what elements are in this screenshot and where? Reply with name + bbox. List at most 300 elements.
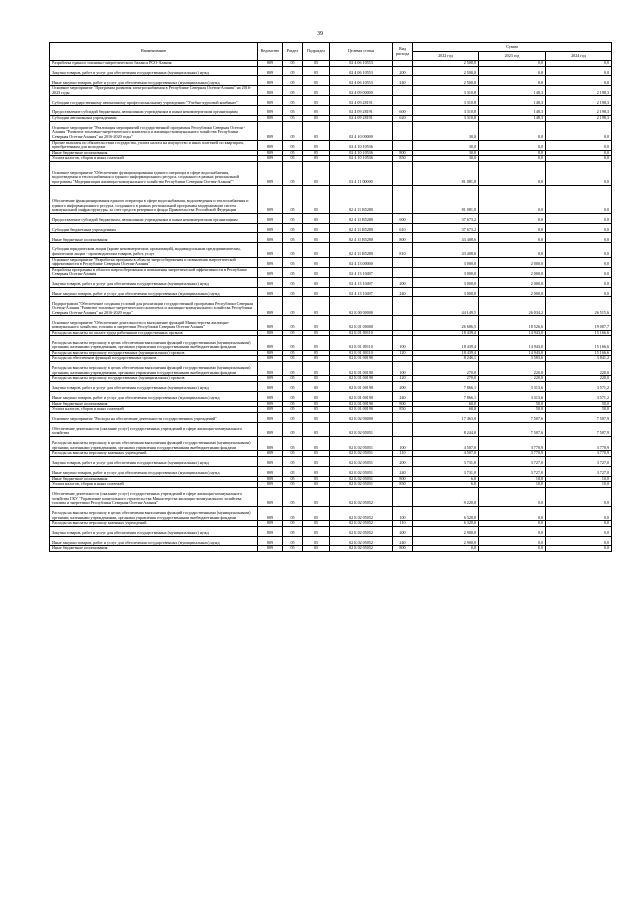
row-podrazdel: 05 xyxy=(303,546,330,552)
row-vid: 240 xyxy=(393,287,413,297)
row-podrazdel: 05 xyxy=(303,277,330,287)
header-year-2024: 2024 год xyxy=(546,52,612,61)
row-sum-2023: 7 507,6 xyxy=(479,422,546,436)
row-podrazdel: 05 xyxy=(303,233,330,243)
row-sum-2023: 0,0 xyxy=(479,66,546,76)
row-ved: 809 xyxy=(258,233,283,243)
row-podrazdel: 05 xyxy=(303,391,330,401)
row-ved: 809 xyxy=(258,451,283,457)
row-ved: 809 xyxy=(258,330,283,336)
row-razdel: 05 xyxy=(283,86,303,96)
table-row xyxy=(50,213,612,223)
row-sum-2022: 3 310,8 xyxy=(413,115,479,121)
row-sum-2023: 2 000,0 xyxy=(479,257,546,267)
row-name: Иные закупки товаров, работ и услуг для обеспечения государственных (муниципальных) нужд xyxy=(50,391,258,401)
row-sum-2022: 2 900,0 xyxy=(413,526,479,536)
row-target: 02 4 11 R5280 xyxy=(330,223,393,233)
table-row xyxy=(50,267,612,277)
row-ved: 809 xyxy=(258,482,283,488)
table-row xyxy=(50,76,612,86)
row-sum-2024: 15 166,6 xyxy=(546,330,612,336)
row-razdel: 05 xyxy=(283,476,303,482)
row-sum-2023: 10,0 xyxy=(479,476,546,482)
row-vid: 240 xyxy=(393,466,413,476)
row-name: Закупка товаров, работ и услуг для обеспечения государственных (муниципальных) нужд xyxy=(50,277,258,287)
row-sum-2022: 81 081,8 xyxy=(413,185,479,213)
row-target: 02 4 11 00000 xyxy=(330,161,393,185)
row-razdel: 05 xyxy=(283,382,303,392)
row-ved: 809 xyxy=(258,297,283,316)
row-sum-2022: 3 310,8 xyxy=(413,86,479,96)
row-podrazdel: 05 xyxy=(303,267,330,277)
row-sum-2024: 0,0 xyxy=(546,213,612,223)
row-sum-2024: 0,0 xyxy=(546,277,612,287)
row-ved: 809 xyxy=(258,185,283,213)
row-razdel: 05 xyxy=(283,336,303,350)
table-row xyxy=(50,233,612,243)
row-sum-2022: 18 439,4 xyxy=(413,330,479,336)
row-podrazdel: 05 xyxy=(303,521,330,527)
row-ved: 809 xyxy=(258,115,283,121)
row-vid xyxy=(393,487,413,506)
row-target: 02 4 09 00000 xyxy=(330,86,393,96)
row-sum-2024: 3 770,9 xyxy=(546,436,612,450)
row-sum-2022: 18 439,4 xyxy=(413,336,479,350)
row-ved: 809 xyxy=(258,150,283,156)
row-sum-2024: 0,0 xyxy=(546,76,612,86)
row-target: 02 Б 02 05051 xyxy=(330,482,393,488)
row-name: Основное мероприятие "Обеспечение функционирования единого оператора в сфере водоснабжения, водоотведения и теплоснабжения и единого информационного ресурса, созданного в рамках региональной программы "Модернизация жилищно-коммунального хозяйства Республики Северная Осетия-Алания"" xyxy=(50,161,258,185)
row-sum-2024: 0,0 xyxy=(546,61,612,67)
table-row xyxy=(50,436,612,450)
row-vid: 200 xyxy=(393,277,413,287)
row-razdel: 05 xyxy=(283,121,303,140)
table-row xyxy=(50,287,612,297)
row-razdel: 05 xyxy=(283,391,303,401)
row-razdel: 05 xyxy=(283,350,303,356)
row-sum-2023: 10,0 xyxy=(479,482,546,488)
row-name: Основное мероприятие "Обеспечение деятельности и выполнение функций Министерства жилищно-коммунального хозяйства, топлива и энергетики Республики Северная Осетия-Алания" xyxy=(50,316,258,330)
row-target: 02 Б 01 00110 xyxy=(330,330,393,336)
row-sum-2023: 220,0 xyxy=(479,362,546,376)
row-podrazdel: 05 xyxy=(303,96,330,106)
row-sum-2022: 3 000,0 xyxy=(413,267,479,277)
row-vid: 810 xyxy=(393,243,413,257)
row-name: Иные бюджетные ассигнования xyxy=(50,401,258,407)
row-name: Расходы на выплаты персоналу в целях обеспечения выполнения функций государственными (муниципальными) органами, казенными учреждениями, органами управления государственными внебюджетными фондами xyxy=(50,362,258,376)
table-row xyxy=(50,316,612,330)
row-name: Иные бюджетные ассигнования xyxy=(50,150,258,156)
row-ved: 809 xyxy=(258,487,283,506)
header-target: Целевая статья xyxy=(330,43,393,61)
row-name: Закупка товаров, работ и услуг для обеспечения государственных (муниципальных) нужд xyxy=(50,526,258,536)
row-sum-2023: 148,3 xyxy=(479,86,546,96)
row-ved: 809 xyxy=(258,267,283,277)
row-sum-2022: 7 866,1 xyxy=(413,391,479,401)
row-sum-2022: 3 310,8 xyxy=(413,106,479,116)
row-name: Прочие выплаты по обязательствам государства, уплата налога на имущество и иных платежей по квартирам, приобретенным для молодежи xyxy=(50,140,258,150)
row-sum-2024: 0,0 xyxy=(546,521,612,527)
row-vid xyxy=(393,267,413,277)
row-sum-2023: 220,0 xyxy=(479,376,546,382)
row-name: Расходы на выплаты персоналу казенных учреждений xyxy=(50,451,258,457)
row-ved: 809 xyxy=(258,76,283,86)
row-vid: 200 xyxy=(393,526,413,536)
row-vid xyxy=(393,422,413,436)
row-razdel: 05 xyxy=(283,61,303,67)
row-vid: 800 xyxy=(393,476,413,482)
row-vid xyxy=(393,316,413,330)
row-sum-2023: 0,0 xyxy=(479,76,546,86)
table-row xyxy=(50,257,612,267)
row-sum-2024: 0,0 xyxy=(546,546,612,552)
row-razdel: 05 xyxy=(283,546,303,552)
row-razdel: 05 xyxy=(283,185,303,213)
row-target: 02 Б 01 00190 xyxy=(330,382,393,392)
row-target: 02 Б 01 00190 xyxy=(330,401,393,407)
row-name: Иные бюджетные ассигнования xyxy=(50,233,258,243)
row-name: Обеспечение деятельности (оказание услуг) государственных учреждений в сфере жилищно-коммунального хозяйства ГКУ "Управление капитального строительства Министерства жилищно-коммунального хозяйства, топлива и энергетики Республики Северная Осетия-Алания" xyxy=(50,487,258,506)
row-sum-2024: 2 198,3 xyxy=(546,96,612,106)
row-sum-2023: 148,3 xyxy=(479,115,546,121)
row-vid: 800 xyxy=(393,546,413,552)
row-name: Разработка единого топливно-энергетического баланса РСО-Алания xyxy=(50,61,258,67)
row-sum-2023: 2 000,0 xyxy=(479,287,546,297)
row-sum-2022: 2 500,0 xyxy=(413,76,479,86)
row-razdel: 05 xyxy=(283,466,303,476)
row-razdel: 05 xyxy=(283,526,303,536)
row-razdel: 05 xyxy=(283,161,303,185)
row-target: 02 Б 02 05052 xyxy=(330,526,393,536)
row-target: 02 Б 01 00190 xyxy=(330,356,393,362)
header-year-2023: 2023 год xyxy=(479,52,546,61)
row-razdel: 05 xyxy=(283,106,303,116)
row-ved: 809 xyxy=(258,350,283,356)
row-razdel: 05 xyxy=(283,451,303,457)
row-razdel: 05 xyxy=(283,436,303,450)
header-year-2022: 2022 год xyxy=(413,52,479,61)
header-podrazdel: Подраздел xyxy=(303,43,330,61)
row-podrazdel: 05 xyxy=(303,506,330,520)
row-sum-2023: 3 727,0 xyxy=(479,456,546,466)
row-sum-2024: 0,0 xyxy=(546,243,612,257)
table-row xyxy=(50,161,612,185)
header-ved: Ведомство xyxy=(258,43,283,61)
budget-table xyxy=(49,42,612,552)
row-sum-2024: 0,0 xyxy=(546,287,612,297)
row-sum-2023: 0,0 xyxy=(479,185,546,213)
row-target: 02 Б 00 00000 xyxy=(330,297,393,316)
row-sum-2023: 0,0 xyxy=(479,121,546,140)
row-sum-2023: 0,0 xyxy=(479,61,546,67)
row-sum-2024: 7 507,9 xyxy=(546,412,612,422)
row-sum-2023: 3 770,9 xyxy=(479,436,546,450)
row-target: 02 4 06 10553 xyxy=(330,66,393,76)
row-target: 02 4 10 10536 xyxy=(330,156,393,162)
row-sum-2023: 0,0 xyxy=(479,140,546,150)
row-podrazdel: 05 xyxy=(303,451,330,457)
row-podrazdel: 05 xyxy=(303,257,330,267)
row-ved: 809 xyxy=(258,526,283,536)
row-sum-2023: 0,0 xyxy=(479,233,546,243)
row-target: 02 Б 01 00190 xyxy=(330,376,393,382)
row-podrazdel: 05 xyxy=(303,66,330,76)
row-sum-2023: 0,0 xyxy=(479,223,546,233)
row-razdel: 05 xyxy=(283,297,303,316)
row-razdel: 05 xyxy=(283,267,303,277)
row-podrazdel: 05 xyxy=(303,407,330,413)
row-ved: 809 xyxy=(258,86,283,96)
row-target: 02 Б 01 00190 xyxy=(330,391,393,401)
table-row xyxy=(50,277,612,287)
row-name: Расходы на выплаты персоналу казенных учреждений xyxy=(50,521,258,527)
row-razdel: 05 xyxy=(283,115,303,121)
row-name: Расходы на выплаты по оплате труда работников государственных органов xyxy=(50,330,258,336)
row-sum-2024: 0,0 xyxy=(546,66,612,76)
row-vid xyxy=(393,412,413,422)
row-sum-2024: 3 571,2 xyxy=(546,382,612,392)
row-sum-2022: 8 246,1 xyxy=(413,356,479,362)
row-vid xyxy=(393,257,413,267)
row-target: 02 Б 02 05051 xyxy=(330,436,393,450)
table-row xyxy=(50,466,612,476)
table-body xyxy=(50,61,612,552)
row-ved: 809 xyxy=(258,66,283,76)
row-name: Предоставление субсидий бюджетным, автономным учреждениям и иным некоммерческим организациям xyxy=(50,213,258,223)
row-sum-2022: 60,0 xyxy=(413,401,479,407)
row-name: Уплата налогов, сборов и иных платежей xyxy=(50,156,258,162)
row-sum-2023: 0,0 xyxy=(479,506,546,520)
row-target: 02 Б 02 05052 xyxy=(330,536,393,546)
row-target: 02 Б 01 00190 xyxy=(330,362,393,376)
row-sum-2022: 4 507,0 xyxy=(413,436,479,450)
row-vid: 600 xyxy=(393,213,413,223)
row-ved: 809 xyxy=(258,96,283,106)
row-sum-2022: 30,0 xyxy=(413,150,479,156)
row-sum-2024: 0,0 xyxy=(546,506,612,520)
row-sum-2022: 3 000,0 xyxy=(413,257,479,267)
row-name: Субсидии бюджетным учреждениям xyxy=(50,223,258,233)
row-name: Уплата налогов, сборов и иных платежей xyxy=(50,482,258,488)
header-sum: Сумма xyxy=(413,43,612,52)
row-ved: 809 xyxy=(258,382,283,392)
row-ved: 809 xyxy=(258,336,283,350)
row-name: Расходы на выплаты персоналу государственных (муниципальных) органов xyxy=(50,350,258,356)
row-podrazdel: 05 xyxy=(303,106,330,116)
row-ved: 809 xyxy=(258,106,283,116)
row-sum-2024: 0,0 xyxy=(546,536,612,546)
row-target: 02 Б 02 05052 xyxy=(330,487,393,506)
row-target: 02 Б 01 00000 xyxy=(330,316,393,330)
row-name: Основное мероприятие "Разработка программ в области энергосбережения и повышения энергетической эффективности в Республике Северная Осетия-Алания" xyxy=(50,257,258,267)
table-row xyxy=(50,106,612,116)
row-ved: 809 xyxy=(258,546,283,552)
row-sum-2023: 14 943,0 xyxy=(479,330,546,336)
row-target: 02 Б 02 05051 xyxy=(330,422,393,436)
row-sum-2022: 3 731,0 xyxy=(413,466,479,476)
row-ved: 809 xyxy=(258,362,283,376)
row-name: Закупка товаров, работ и услуг для обеспечения государственных (муниципальных) нужд xyxy=(50,456,258,466)
row-sum-2024: 2 198,3 xyxy=(546,115,612,121)
row-sum-2022: 270,0 xyxy=(413,362,479,376)
row-sum-2024: 26 515,6 xyxy=(546,297,612,316)
row-sum-2024: 3 571,2 xyxy=(546,391,612,401)
row-podrazdel: 05 xyxy=(303,476,330,482)
row-podrazdel: 05 xyxy=(303,412,330,422)
row-sum-2024: 3 770,9 xyxy=(546,451,612,457)
row-vid: 200 xyxy=(393,456,413,466)
row-podrazdel: 05 xyxy=(303,156,330,162)
row-target: 02 Б 02 00000 xyxy=(330,412,393,422)
row-vid: 100 xyxy=(393,336,413,350)
row-vid: 110 xyxy=(393,521,413,527)
row-name: Расходы на выплаты персоналу в целях обеспечения выполнения функций государственными (муниципальными) органами, казенными учреждениями, органами управления государственными внебюджетными фондами xyxy=(50,436,258,450)
row-ved: 809 xyxy=(258,456,283,466)
row-sum-2022: 37 673,2 xyxy=(413,213,479,223)
row-target: 02 4 10 10536 xyxy=(330,150,393,156)
row-vid xyxy=(393,96,413,106)
row-target: 02 4 06 10553 xyxy=(330,61,393,67)
row-sum-2022: 2 900,0 xyxy=(413,536,479,546)
row-sum-2023: 0,0 xyxy=(479,213,546,223)
row-vid: 800 xyxy=(393,401,413,407)
row-podrazdel: 05 xyxy=(303,316,330,330)
row-target: 02 4 09 28191 xyxy=(330,115,393,121)
row-target: 02 4 06 10553 xyxy=(330,76,393,86)
row-sum-2022: 43 408,6 xyxy=(413,243,479,257)
row-sum-2024: 2 198,3 xyxy=(546,106,612,116)
row-razdel: 05 xyxy=(283,76,303,86)
row-sum-2024: 220,0 xyxy=(546,362,612,376)
row-name: Уплата налогов, сборов и иных платежей xyxy=(50,407,258,413)
table-row xyxy=(50,382,612,392)
row-razdel: 05 xyxy=(283,140,303,150)
row-name: Основное мероприятие "Реализация мероприятий государственной программы Республики Северная Осетия - Алания "Развитие топливно-энергетического комплекса и жилищно-коммунального хозяйства Республики Северная Осетия-Алания" на 2016-2020 годы" xyxy=(50,121,258,140)
row-vid: 620 xyxy=(393,115,413,121)
row-sum-2023: 50,0 xyxy=(479,401,546,407)
row-sum-2024: 0,0 xyxy=(546,223,612,233)
row-sum-2024: 3 727,0 xyxy=(546,466,612,476)
row-razdel: 05 xyxy=(283,223,303,233)
table-row xyxy=(50,86,612,96)
table-row xyxy=(50,456,612,466)
row-sum-2024: 2 198,3 xyxy=(546,86,612,96)
row-podrazdel: 05 xyxy=(303,86,330,96)
row-vid xyxy=(393,297,413,316)
row-ved: 809 xyxy=(258,213,283,223)
row-sum-2023: 14 943,0 xyxy=(479,350,546,356)
row-sum-2023: 0,0 xyxy=(479,161,546,185)
row-razdel: 05 xyxy=(283,287,303,297)
row-name: Основное мероприятие "Расходы на обеспечение деятельности государственных учреждений" xyxy=(50,412,258,422)
table-row xyxy=(50,185,612,213)
row-target: 02 4 13 10497 xyxy=(330,287,393,297)
row-sum-2022: 8 244,0 xyxy=(413,422,479,436)
row-sum-2023: 14 943,0 xyxy=(479,336,546,350)
row-razdel: 05 xyxy=(283,521,303,527)
row-podrazdel: 05 xyxy=(303,382,330,392)
row-sum-2022: 6,0 xyxy=(413,476,479,482)
row-podrazdel: 05 xyxy=(303,330,330,336)
row-podrazdel: 05 xyxy=(303,297,330,316)
row-target: 02 4 09 28191 xyxy=(330,96,393,106)
row-sum-2024: 0,0 xyxy=(546,487,612,506)
row-sum-2022: 3 000,0 xyxy=(413,287,479,297)
row-vid xyxy=(393,185,413,213)
row-sum-2022: 6 320,0 xyxy=(413,521,479,527)
table-row xyxy=(50,546,612,552)
row-razdel: 05 xyxy=(283,506,303,520)
table-row xyxy=(50,506,612,520)
row-ved: 809 xyxy=(258,287,283,297)
row-razdel: 05 xyxy=(283,487,303,506)
table-row xyxy=(50,66,612,76)
row-target: 02 Б 01 00110 xyxy=(330,350,393,356)
row-razdel: 05 xyxy=(283,536,303,546)
row-podrazdel: 05 xyxy=(303,376,330,382)
row-sum-2023: 0,0 xyxy=(479,156,546,162)
row-sum-2022: 6,0 xyxy=(413,482,479,488)
row-name: Иные закупки товаров, работ и услуг для обеспечения государственных (муниципальных) нужд xyxy=(50,536,258,546)
page-number: 39 xyxy=(317,31,323,37)
row-vid: 610 xyxy=(393,223,413,233)
row-sum-2024: 7 507,9 xyxy=(546,422,612,436)
table-row xyxy=(50,121,612,140)
row-sum-2022: 2 500,0 xyxy=(413,66,479,76)
row-podrazdel: 05 xyxy=(303,115,330,121)
row-razdel: 05 xyxy=(283,330,303,336)
row-target: 02 4 11 R5280 xyxy=(330,185,393,213)
row-target: 02 Б 02 05051 xyxy=(330,476,393,482)
row-ved: 809 xyxy=(258,140,283,150)
row-sum-2022: 37 673,2 xyxy=(413,223,479,233)
row-sum-2024: 0,0 xyxy=(546,121,612,140)
row-razdel: 05 xyxy=(283,150,303,156)
row-vid: 240 xyxy=(393,76,413,86)
header-vid: Вид расхода xyxy=(393,43,413,61)
row-podrazdel: 05 xyxy=(303,487,330,506)
row-sum-2023: 2 000,0 xyxy=(479,267,546,277)
row-razdel: 05 xyxy=(283,213,303,223)
row-target: 02 4 13 10497 xyxy=(330,267,393,277)
row-sum-2024: 0,0 xyxy=(546,140,612,150)
row-target: 02 4 10 10536 xyxy=(330,140,393,150)
row-razdel: 05 xyxy=(283,356,303,362)
row-ved: 809 xyxy=(258,243,283,257)
row-ved: 809 xyxy=(258,316,283,330)
row-podrazdel: 05 xyxy=(303,185,330,213)
row-ved: 809 xyxy=(258,407,283,413)
row-ved: 809 xyxy=(258,506,283,520)
row-razdel: 05 xyxy=(283,456,303,466)
row-vid: 110 xyxy=(393,451,413,457)
row-sum-2024: 0,0 xyxy=(546,150,612,156)
row-sum-2022: 60,0 xyxy=(413,407,479,413)
row-podrazdel: 05 xyxy=(303,150,330,156)
row-podrazdel: 05 xyxy=(303,401,330,407)
row-target: 02 4 11 R5280 xyxy=(330,243,393,257)
row-ved: 809 xyxy=(258,391,283,401)
row-sum-2022: 7 866,1 xyxy=(413,382,479,392)
row-ved: 809 xyxy=(258,376,283,382)
row-sum-2023: 0,0 xyxy=(479,487,546,506)
row-name: Предоставление субсидий бюджетным, автономным учреждениям и иным некоммерческим организациям xyxy=(50,106,258,116)
row-vid xyxy=(393,140,413,150)
row-sum-2024: 0,0 xyxy=(546,233,612,243)
row-sum-2024: 0,0 xyxy=(546,257,612,267)
row-target: 02 4 11 R5280 xyxy=(330,233,393,243)
row-name: Обеспечение функционирования единого оператора в сфере водоснабжения, водоотведения и теплоснабжения и единого информационного ресурса, созданного в рамках региональной программы модернизации систем коммунальной инфраструктуры, за счет средств резервного фонда Правительства Российской Федерации xyxy=(50,185,258,213)
